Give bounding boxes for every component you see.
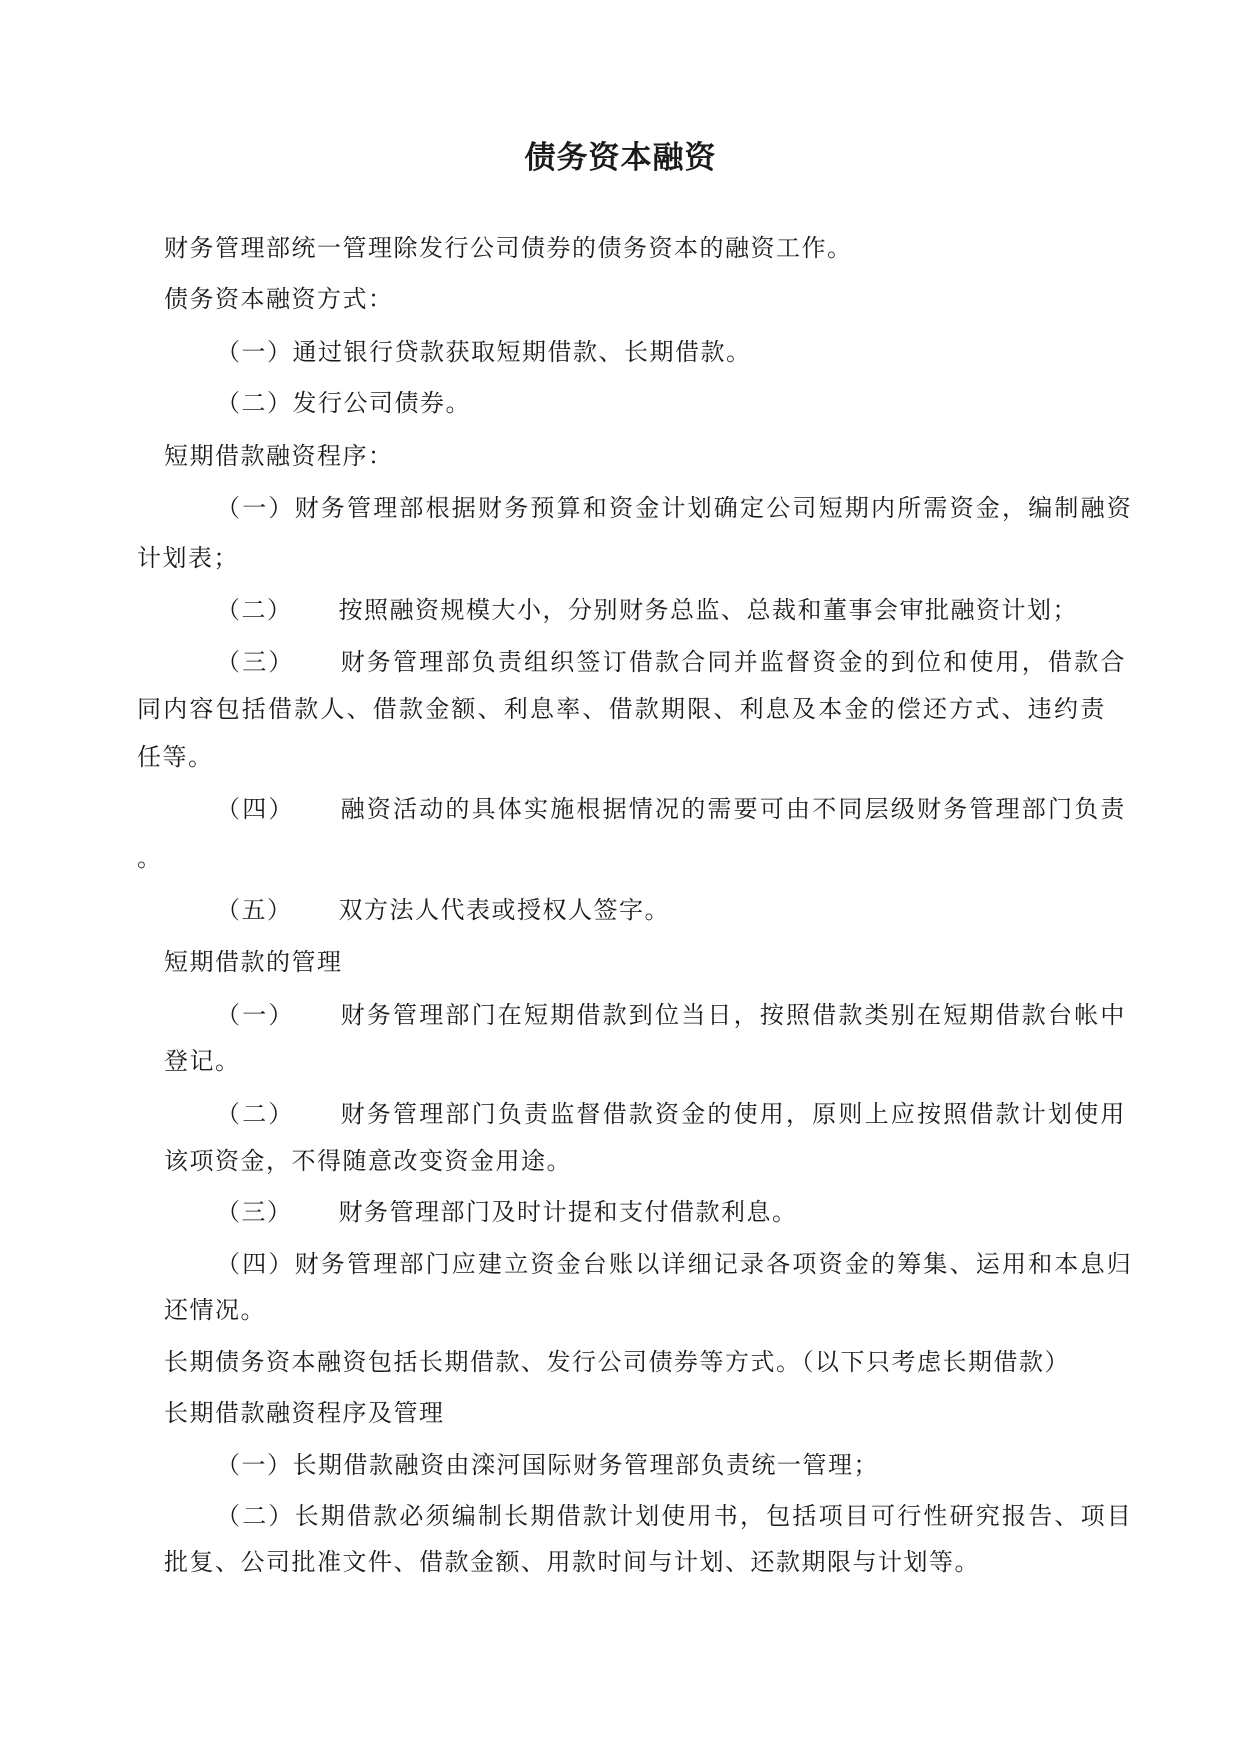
management-item-2 (216, 1098, 1127, 1130)
management-item-1-number: （一） (216, 1001, 295, 1029)
procedure-item-4-text: 融资活动的具体实施根据情况的需要可由不同层级财务管理部门负责 (340, 795, 1127, 823)
document-title: 债务资本融资 (524, 140, 717, 176)
procedure-item-3-continued: 同内容包括借款人、借款金额、利息率、借款期限、利息及本金的偿还方式、违约责 (137, 695, 1107, 723)
long-term-heading: 长期借款融资程序及管理 (164, 1399, 445, 1427)
method-item-1: （一）通过银行贷款获取短期借款、长期借款。 (216, 338, 752, 366)
procedure-item-5 (216, 894, 670, 926)
long-term-item-2: （二）长期借款必须编制长期借款计划使用书，包括项目可行性研究报告、项目 (216, 1502, 1133, 1530)
management-item-3-number: （三） (216, 1198, 293, 1226)
management-item-3-text: 财务管理部门及时计提和支付借款利息。 (338, 1198, 798, 1226)
short-management-heading: 短期借款的管理 (164, 948, 343, 976)
long-term-intro: 长期债务资本融资包括长期借款、发行公司债券等方式。（以下只考虑长期借款） (164, 1348, 1070, 1376)
procedure-item-2-number: （二） (216, 596, 293, 624)
management-item-2-continued: 该项资金，不得随意改变资金用途。 (164, 1147, 572, 1175)
management-item-1-continued: 登记。 (164, 1047, 241, 1075)
long-term-item-2-continued: 批复、公司批准文件、借款金额、用款时间与计划、还款期限与计划等。 (164, 1548, 980, 1576)
procedure-item-3 (216, 646, 1127, 678)
procedure-item-5-number: （五） (216, 896, 293, 924)
procedure-item-4 (216, 793, 1127, 825)
management-item-2-text: 财务管理部门负责监督借款资金的使用，原则上应按照借款计划使用 (340, 1100, 1127, 1128)
intro-paragraph: 财务管理部统一管理除发行公司债券的债务资本的融资工作。 (164, 234, 853, 262)
management-item-1 (216, 999, 1127, 1031)
management-item-4-continued: 还情况。 (164, 1296, 266, 1324)
management-item-2-number: （二） (216, 1100, 295, 1128)
long-term-item-1: （一）长期借款融资由滦河国际财务管理部负责统一管理； (216, 1451, 879, 1479)
procedure-item-2 (216, 594, 1078, 626)
procedure-item-3-text: 财务管理部负责组织签订借款合同并监督资金的到位和使用，借款合 (340, 648, 1127, 676)
procedure-item-4-end: 。 (137, 844, 163, 872)
procedure-item-1: （一）财务管理部根据财务预算和资金计划确定公司短期内所需资金，编制融资 (216, 494, 1133, 522)
procedure-item-3-number: （三） (216, 648, 295, 676)
procedure-item-2-text: 按照融资规模大小，分别财务总监、总裁和董事会审批融资计划； (338, 596, 1078, 624)
short-procedure-heading: 短期借款融资程序： (164, 442, 394, 470)
procedure-item-5-text: 双方法人代表或授权人签字。 (338, 896, 670, 924)
methods-heading: 债务资本融资方式： (164, 285, 394, 313)
management-item-3 (216, 1196, 798, 1228)
management-item-1-text: 财务管理部门在短期借款到位当日，按照借款类别在短期借款台帐中 (340, 1001, 1127, 1029)
procedure-item-3-end: 任等。 (137, 743, 214, 771)
procedure-item-1-continued: 计划表； (137, 544, 239, 572)
management-item-4: （四）财务管理部门应建立资金台账以详细记录各项资金的筹集、运用和本息归 (216, 1250, 1133, 1278)
method-item-2: （二）发行公司债券。 (216, 389, 471, 417)
procedure-item-4-number: （四） (216, 795, 295, 823)
